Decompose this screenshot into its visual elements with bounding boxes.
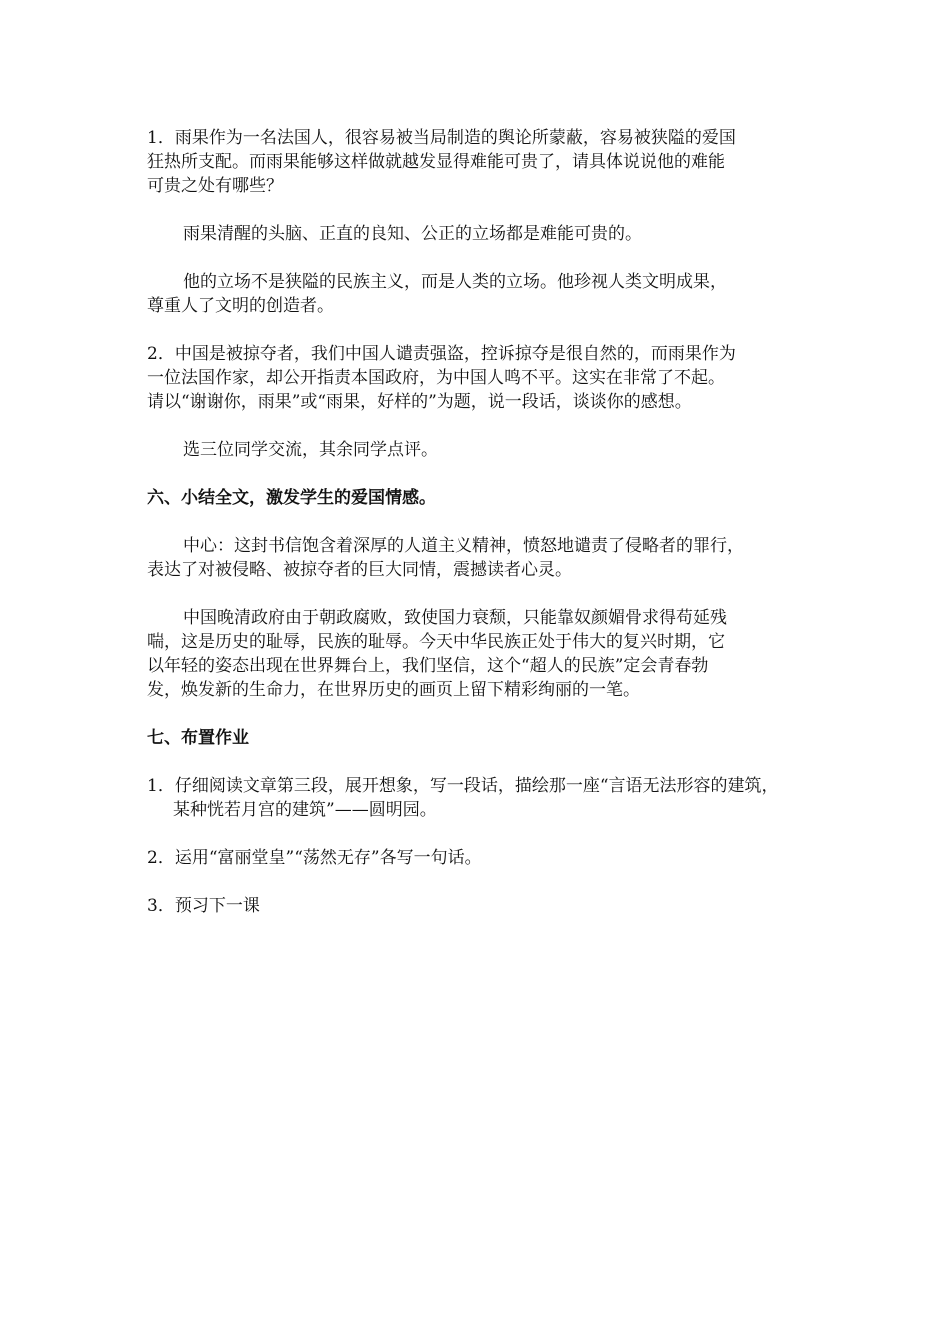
section-6-line: 以年轻的姿态出现在世界舞台上，我们坚信，这个“超人的民族”定会青春勃 <box>147 656 709 676</box>
answer-1-paragraph-1 <box>183 222 642 246</box>
answer-2 <box>183 438 438 462</box>
homework-item-2-line: 2．运用“富丽堂皇”“荡然无存”各写一句话。 <box>147 848 482 868</box>
section-7-heading: 七、布置作业 <box>147 728 249 748</box>
section-6-line: 发，焕发新的生命力，在世界历史的画页上留下精彩绚丽的一笔。 <box>147 680 640 700</box>
section-6-line: 中国晚清政府由于朝政腐败，致使国力衰颓，只能靠奴颜媚骨求得苟延残 <box>183 608 727 628</box>
homework-item-1-line: 某种恍若月宫的建筑”——圆明园。 <box>173 800 437 820</box>
question-1-line: 1．雨果作为一名法国人，很容易被当局制造的舆论所蒙蔽，容易被狭隘的爱国 <box>147 128 736 148</box>
homework-item-3-line: 3．预习下一课 <box>147 896 260 916</box>
answer-1-line: 他的立场不是狭隘的民族主义，而是人类的立场。他珍视人类文明成果， <box>183 272 727 292</box>
homework-item-1-line: 1．仔细阅读文章第三段，展开想象，写一段话，描绘那一座“言语无法形容的建筑， <box>147 776 779 796</box>
section-6-line: 中心：这封书信饱含着深厚的人道主义精神，愤怒地谴责了侵略者的罪行， <box>183 536 744 556</box>
question-1-line: 狂热所支配。而雨果能够这样做就越发显得难能可贵了，请具体说说他的难能 <box>147 152 725 172</box>
section-6-heading: 六、小结全文，激发学生的爱国情感。 <box>147 488 436 508</box>
question-2 <box>147 342 736 414</box>
question-2-line: 2．中国是被掠夺者，我们中国人谴责强盗，控诉掠夺是很自然的，而雨果作为 <box>147 344 736 364</box>
section-6-paragraph-1 <box>147 534 744 582</box>
answer-1-line: 雨果清醒的头脑、正直的良知、公正的立场都是难能可贵的。 <box>183 224 642 244</box>
question-2-line: 一位法国作家，却公开指责本国政府，为中国人鸣不平。这实在非常了不起。 <box>147 368 725 388</box>
section-6-line: 表达了对被侵略、被掠夺者的巨大同情，震撼读者心灵。 <box>147 560 572 580</box>
answer-2-line: 选三位同学交流，其余同学点评。 <box>183 440 438 460</box>
section-6-line: 喘，这是历史的耻辱，民族的耻辱。今天中华民族正处于伟大的复兴时期，它 <box>147 632 725 652</box>
question-1 <box>147 126 736 198</box>
homework-item-3 <box>147 894 260 918</box>
answer-1-paragraph-2 <box>147 270 727 318</box>
question-2-line: 请以“谢谢你，雨果”或“雨果，好样的”为题，说一段话，谈谈你的感想。 <box>147 392 692 412</box>
homework-item-2 <box>147 846 482 870</box>
question-1-line: 可贵之处有哪些？ <box>147 176 283 196</box>
homework-item-1 <box>147 774 779 822</box>
answer-1-line: 尊重人了文明的创造者。 <box>147 296 334 316</box>
section-6-paragraph-2 <box>147 606 727 702</box>
